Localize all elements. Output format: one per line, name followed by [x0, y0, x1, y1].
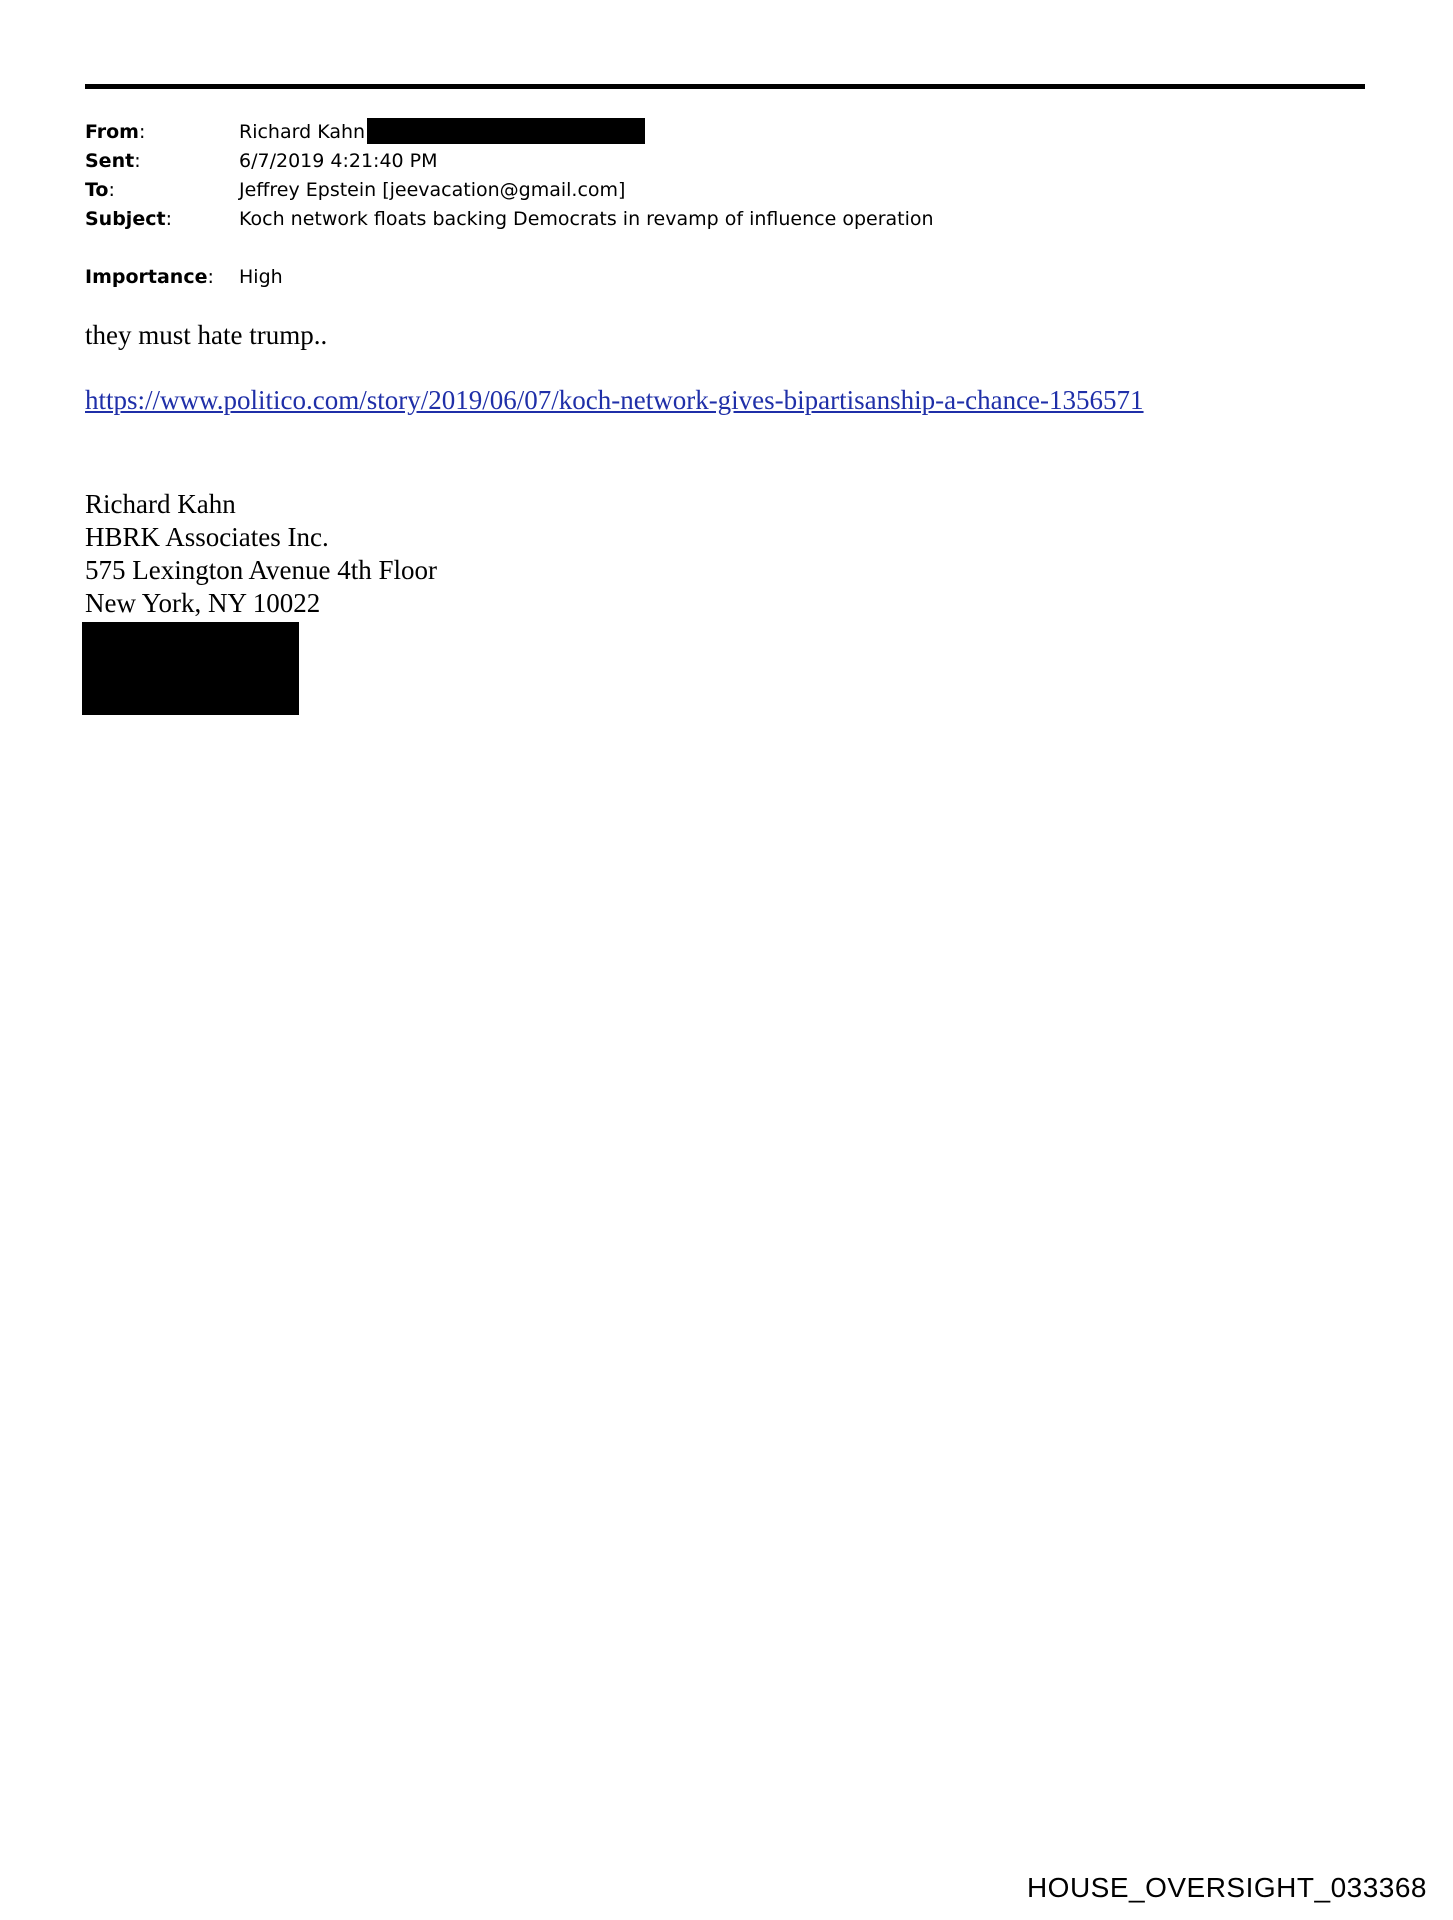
bates-number: HOUSE_OVERSIGHT_033368	[1026, 1872, 1427, 1903]
header-divider	[85, 84, 1365, 89]
signature-city: New York, NY 10022	[85, 588, 321, 618]
signature-company: HBRK Associates Inc.	[85, 522, 329, 552]
subject-label: Subject:	[85, 208, 172, 230]
signature-name: Richard Kahn	[85, 489, 236, 519]
message-text: they must hate trump..	[85, 320, 328, 350]
signature-address: 575 Lexington Avenue 4th Floor	[85, 555, 437, 585]
redaction-block	[82, 622, 299, 715]
sent-value: 6/7/2019 4:21:40 PM	[239, 150, 438, 172]
importance-value: High	[239, 266, 283, 288]
to-label: To:	[85, 179, 115, 201]
from-value: Richard Kahn	[239, 118, 645, 147]
from-label: From:	[85, 121, 146, 143]
signature-block	[85, 488, 437, 620]
article-link[interactable]: https://www.politico.com/story/2019/06/07/koch-network-gives-bipartisanship-a-chance-1356571	[85, 385, 1144, 415]
sent-label: Sent:	[85, 150, 141, 172]
subject-value: Koch network floats backing Democrats in revamp of influence operation	[239, 208, 934, 230]
article-link-container	[85, 385, 1144, 416]
importance-label: Importance:	[85, 266, 214, 288]
redaction-box	[367, 118, 645, 144]
to-value: Jeffrey Epstein [jeevacation@gmail.com]	[239, 179, 626, 201]
